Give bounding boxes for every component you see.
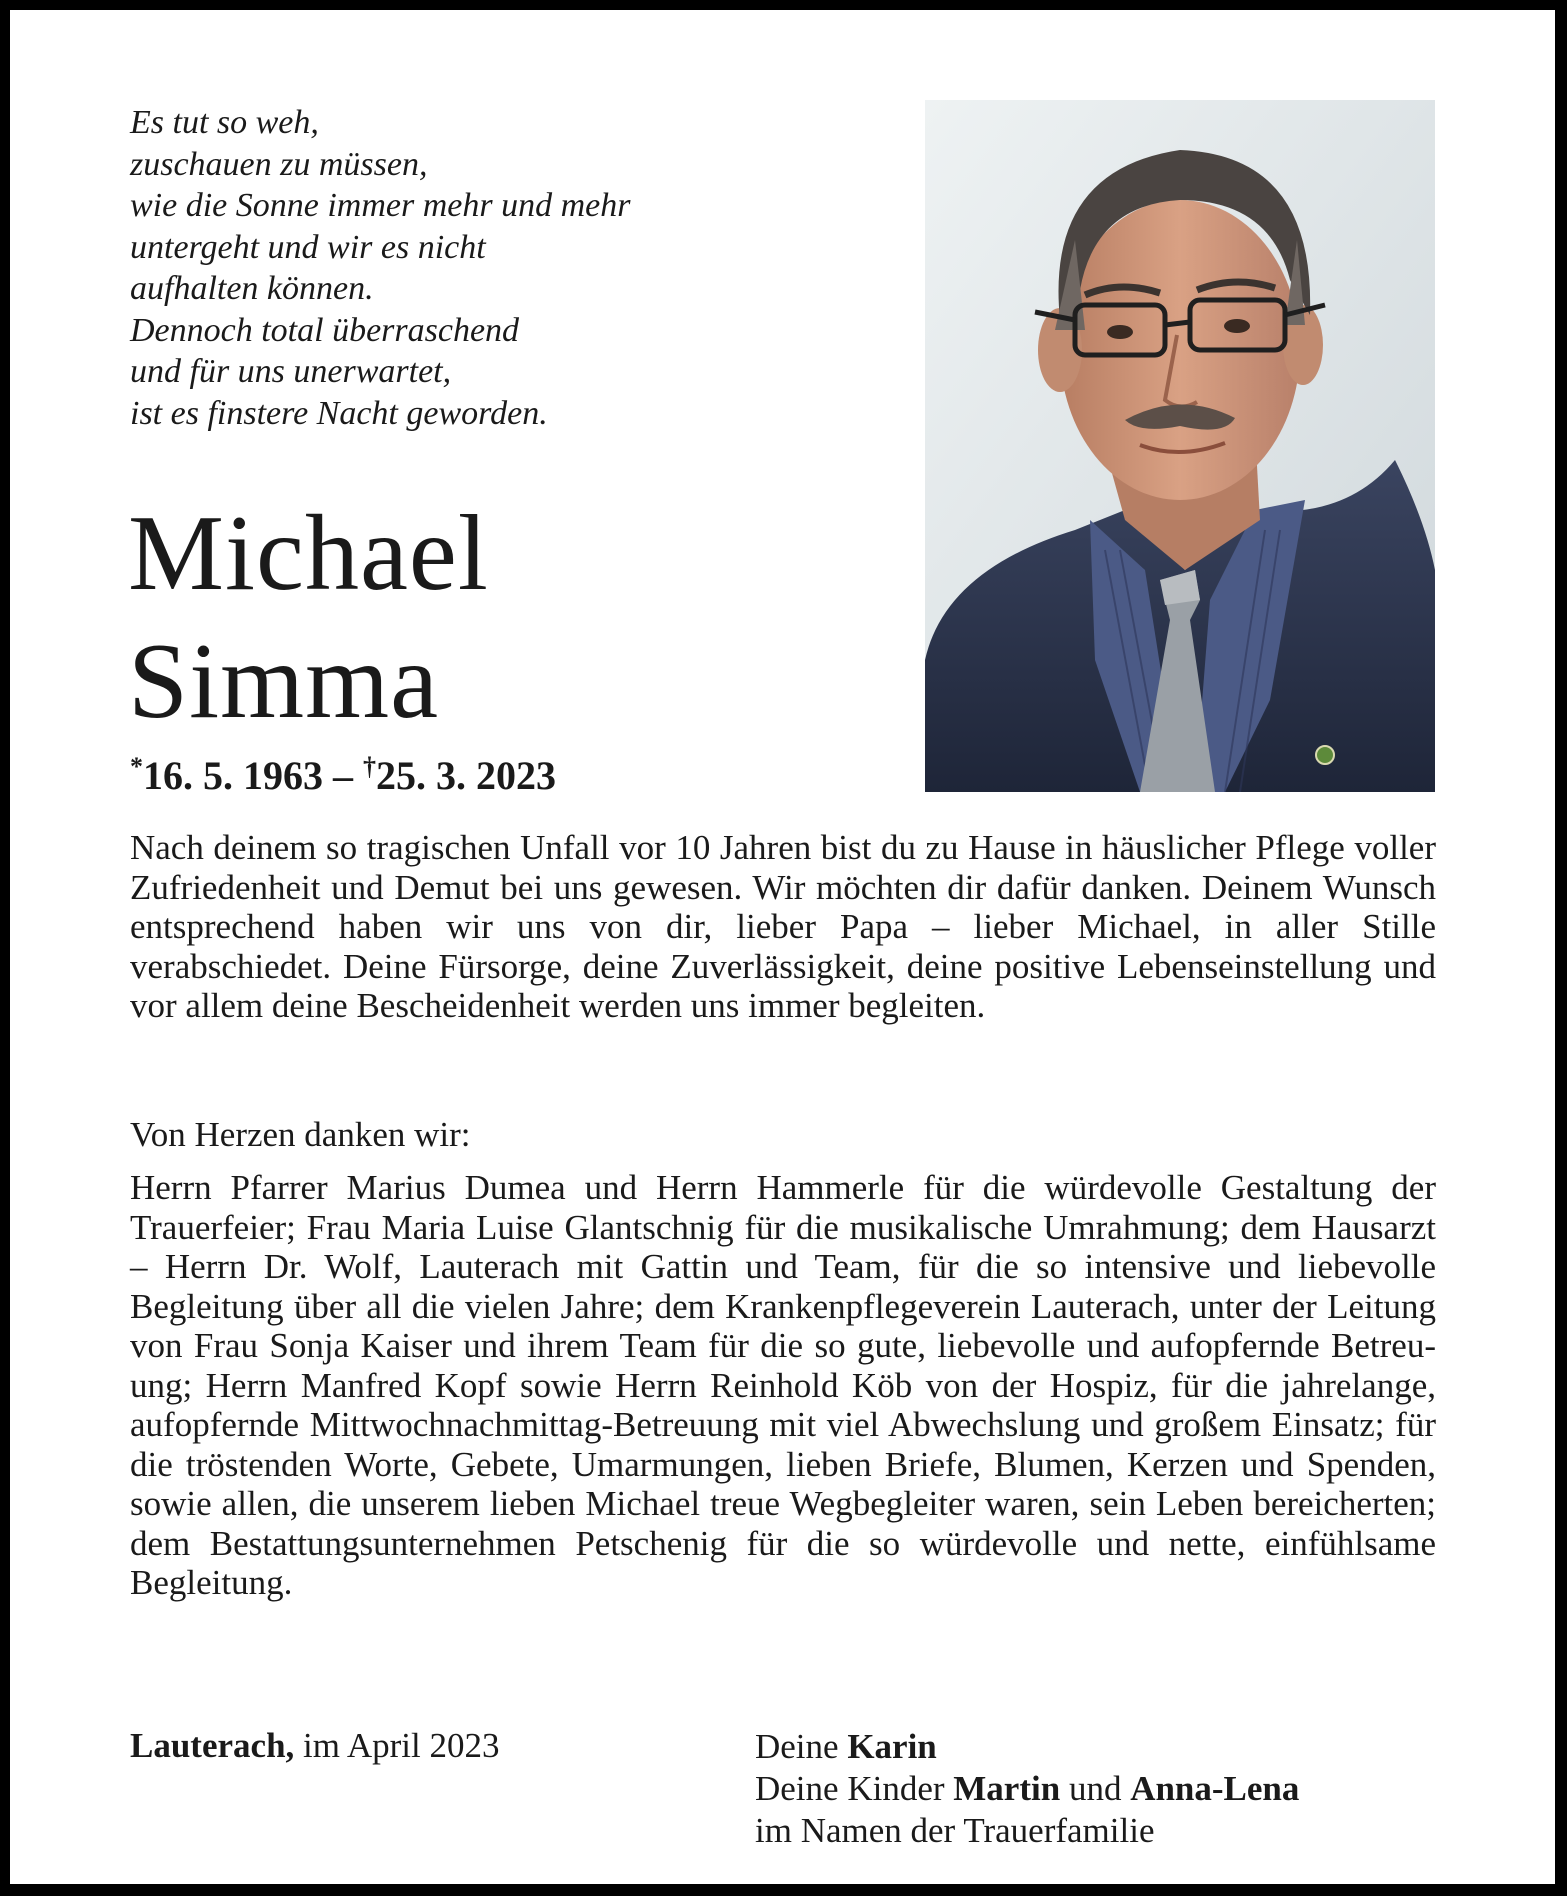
- life-dates: [130, 752, 556, 799]
- thanks-paragraph: Herrn Pfarrer Marius Dumea und Herrn Hammerle für die würdevolle Gestaltung der Trauerfeier; Frau Maria Luise Glantschnig für die musikalische Umrahmung; dem Hausarzt – Herrn Dr. Wolf, Lauterach mit Gattin und Team, für die so intensive und liebevolle Begleitung über all die vielen Jahre; dem Krankenpflegeverein Lauterach, unter der Leitung von Frau Sonja Kaiser und ihrem Team für die so gute, liebevolle und aufopfernde Betreuung; Herrn Manfred Kopf sowie Herrn Reinhold Köb von der Hospiz, für die jahrelange, aufopfernde Mittwochnachmittag-Betreuung mit viel Abwechslung und großem Einsatz; für die tröstenden Worte, Gebete, Umarmungen, lieben Briefe, Blumen, Kerzen und Spenden, sowie allen, die unserem lieben Michael treue Wegbegleiter waren, sein Leben bereicherten; dem Bestattungsunternehmen Petschenig für die so würdevolle und nette, einfühlsame Begleitung.: [130, 1168, 1436, 1602]
- signature-prefix: Deine: [755, 1727, 848, 1766]
- place-town: Lauterach,: [130, 1726, 295, 1765]
- poem-line: aufhalten können.: [130, 270, 374, 307]
- poem-line: Es tut so weh,: [130, 104, 319, 141]
- poem-line: zuschauen zu müssen,: [130, 145, 428, 183]
- portrait-photo: [925, 100, 1435, 792]
- birth-date: 16. 5. 1963: [143, 753, 323, 798]
- thanks-heading: Von Herzen danken wir:: [130, 1115, 471, 1154]
- last-name: Simma: [128, 622, 440, 741]
- signature-line-3: im Namen der Trauerfamilie: [755, 1811, 1155, 1850]
- first-name: Michael: [128, 494, 489, 613]
- memorial-poem: [130, 102, 810, 434]
- intro-paragraph: Nach deinem so tragischen Unfall vor 10 Jahren bist du zu Hause in häuslicher Pflege voller Zufriedenheit und Demut bei uns gewesen. Wir möchten dir dafür danken. Deinem Wunsch entsprechend haben wir uns von dir, lieber Papa – lieber Michael, in aller Stille verabschiedet. Deine Fürsorge, deine Zuverlässigkeit, deine positive Lebenseinstellung und vor allem deine Bescheidenheit werden uns immer begleiten.: [130, 828, 1436, 1025]
- signature-block: [755, 1726, 1299, 1852]
- poem-line: ist es finstere Nacht geworden.: [130, 394, 548, 432]
- poem-line: wie die Sonne immer mehr und mehr: [130, 187, 631, 224]
- signature-name-karin: Karin: [847, 1727, 937, 1766]
- place-and-date: [130, 1726, 499, 1766]
- poem-line: und für uns unerwartet,: [130, 353, 452, 390]
- signature-join: und: [1060, 1769, 1131, 1808]
- portrait-illustration: [925, 100, 1435, 792]
- poem-line: untergeht und wir es nicht: [130, 228, 486, 266]
- signature-name-martin: Martin: [953, 1769, 1061, 1808]
- signature-prefix: Deine Kinder: [755, 1769, 954, 1808]
- signature-name-anna-lena: Anna-Lena: [1130, 1769, 1300, 1808]
- deceased-name: [128, 490, 489, 746]
- poem-line: Dennoch total überraschend: [130, 311, 520, 349]
- place-date: im April 2023: [294, 1726, 500, 1765]
- obituary-page: [10, 10, 1555, 1884]
- date-separator: –: [323, 753, 363, 798]
- death-date: 25. 3. 2023: [376, 753, 556, 798]
- birth-symbol: *: [130, 752, 143, 781]
- signature-line-2: [755, 1768, 1299, 1810]
- death-symbol: †: [363, 752, 376, 781]
- signature-line-1: [755, 1726, 1299, 1768]
